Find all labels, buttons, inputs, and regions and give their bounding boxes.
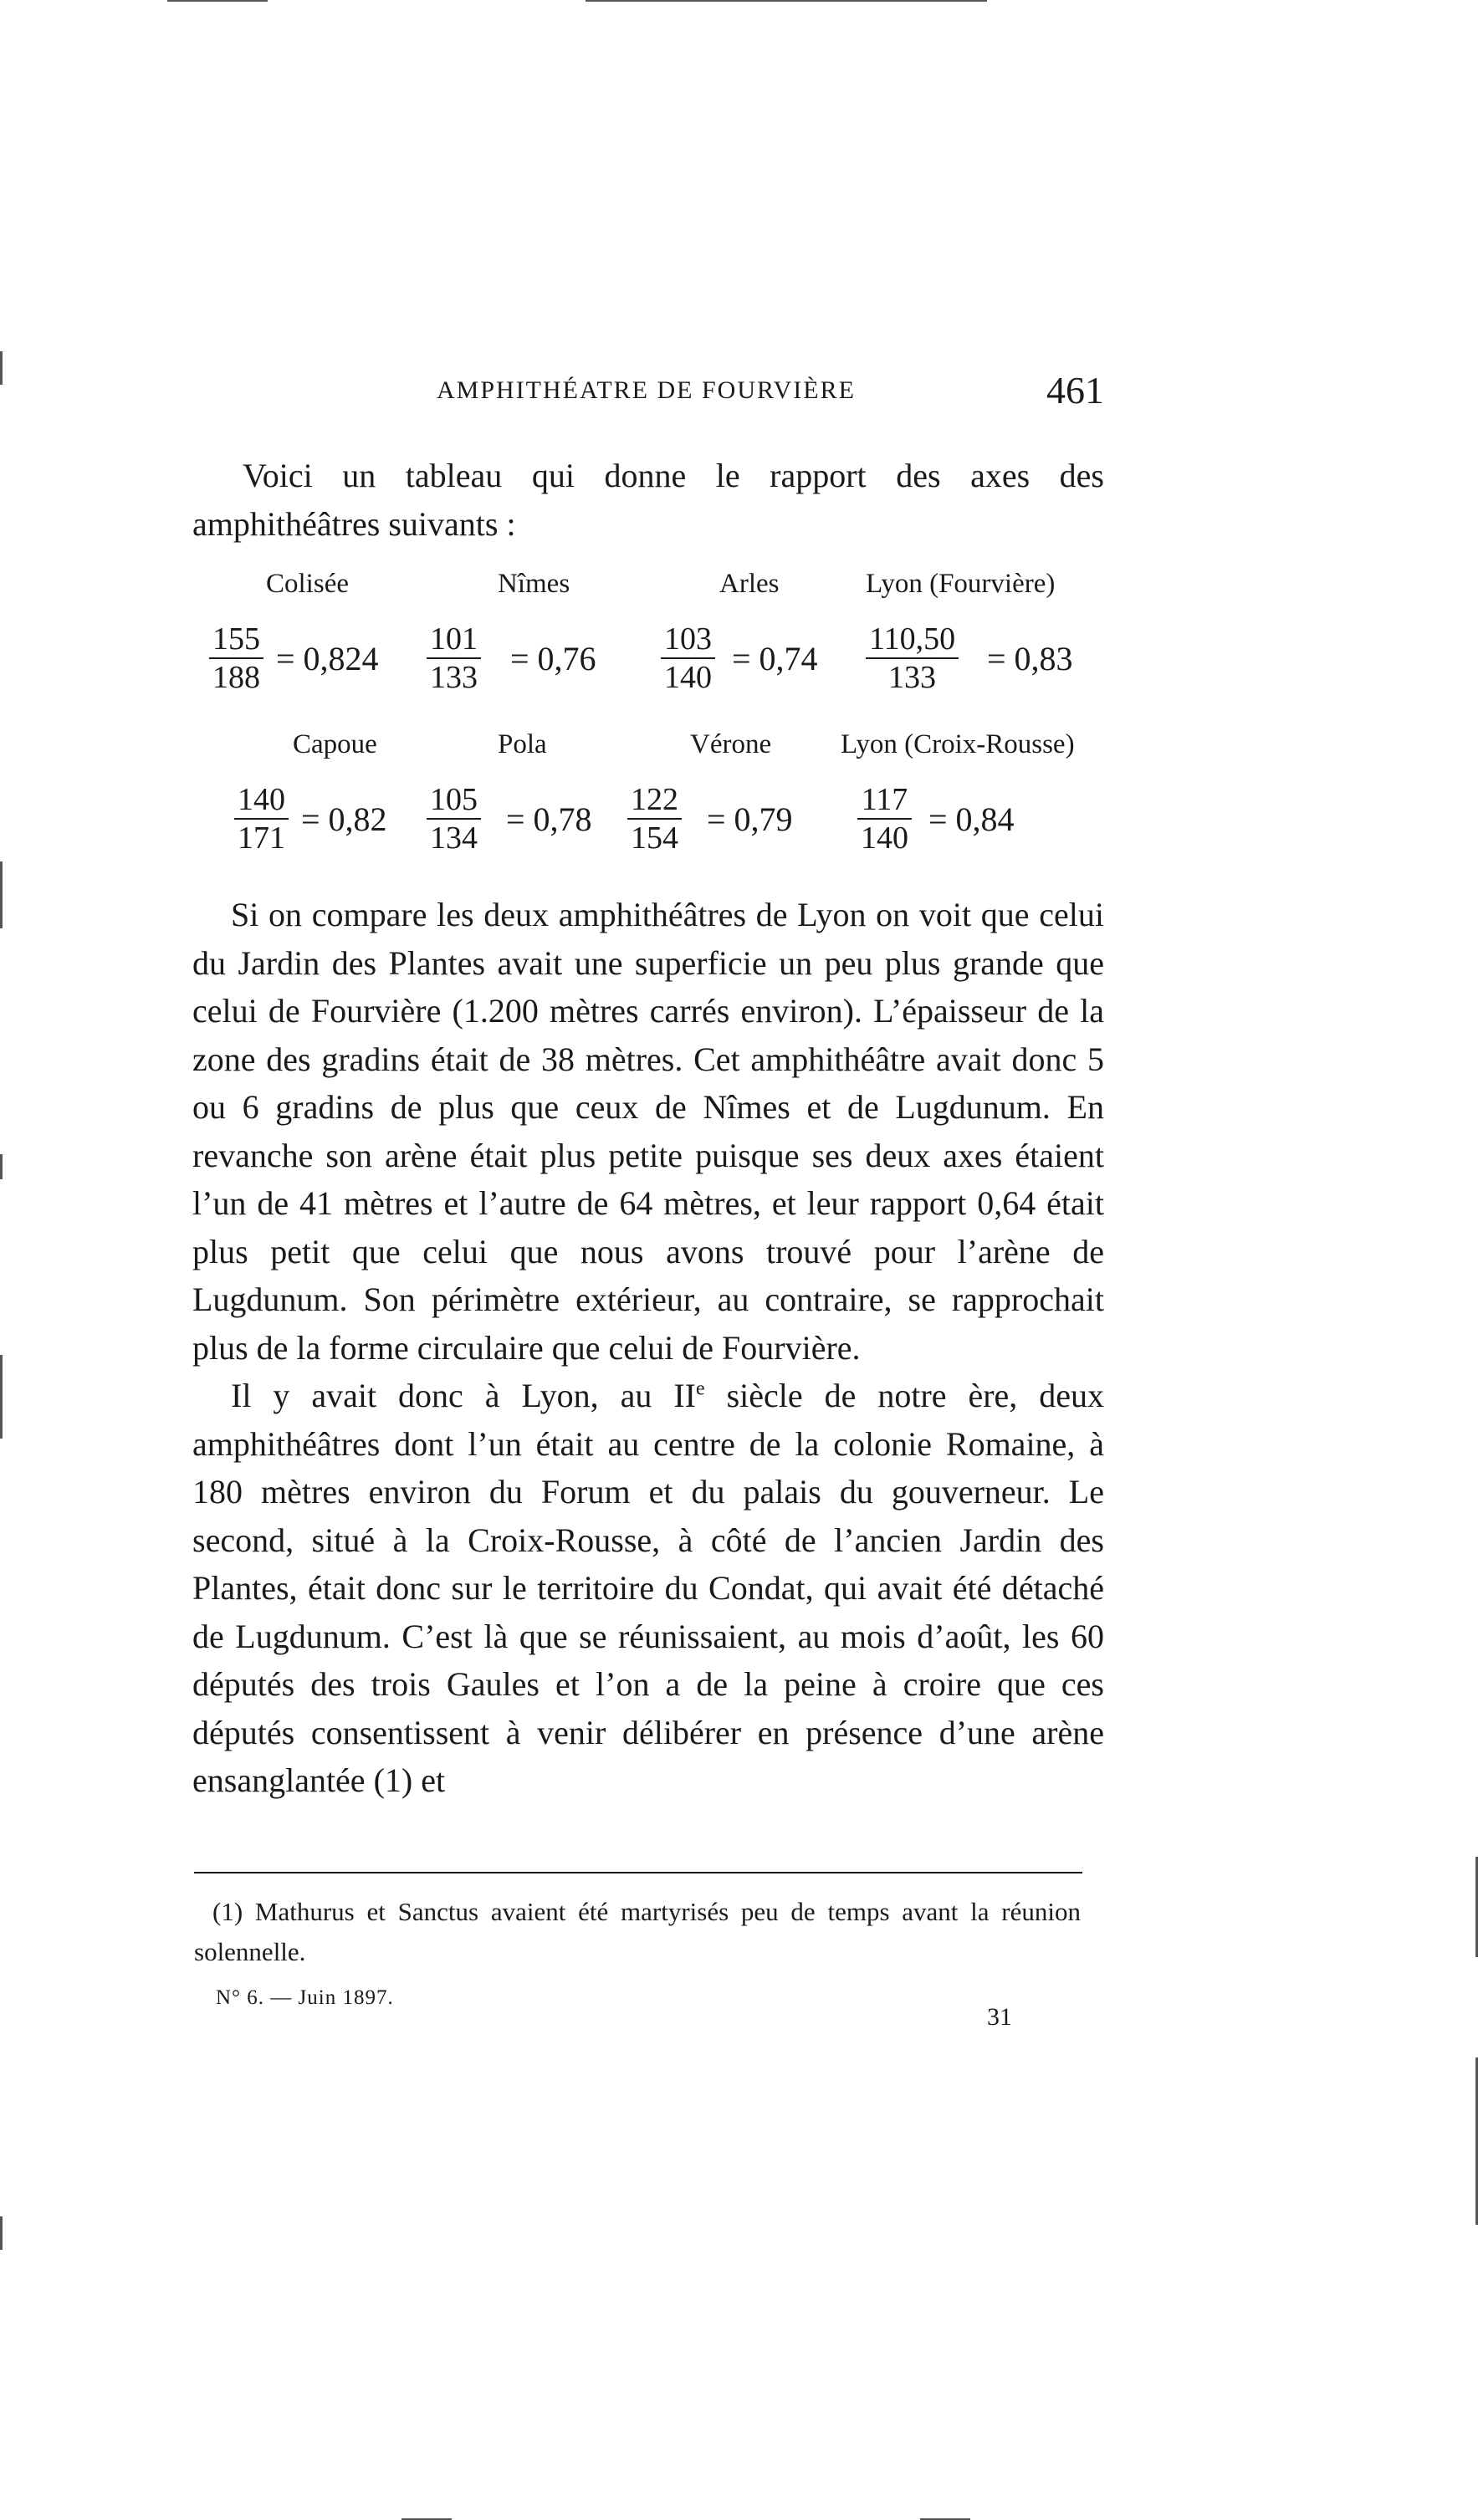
ratio-value: = 0,79 bbox=[707, 800, 793, 838]
fraction-numerator: 122 bbox=[627, 781, 682, 820]
ratio-name: Arles bbox=[719, 569, 780, 599]
ratio-fraction bbox=[661, 621, 715, 696]
ratio-cell-lyon-fourviere bbox=[866, 569, 1133, 736]
fraction-numerator: 105 bbox=[427, 781, 481, 820]
fraction-denominator: 140 bbox=[861, 820, 908, 856]
ratio-name: Vérone bbox=[690, 729, 772, 759]
ratio-value: = 0,83 bbox=[987, 640, 1073, 677]
fraction-numerator: 117 bbox=[857, 781, 912, 820]
century-numeral: II bbox=[673, 1377, 696, 1414]
ratio-value: = 0,824 bbox=[276, 640, 379, 677]
running-title: AMPHITHÉATRE DE FOURVIÈRE bbox=[437, 376, 856, 404]
ratio-value: = 0,76 bbox=[510, 640, 596, 677]
fraction-numerator: 140 bbox=[234, 781, 289, 820]
ratio-fraction bbox=[627, 781, 682, 856]
page-header bbox=[192, 368, 1104, 418]
ratio-value: = 0,74 bbox=[732, 640, 818, 677]
ratio-value: = 0,82 bbox=[301, 800, 387, 838]
fraction-denominator: 188 bbox=[212, 660, 260, 695]
paragraph-two-amphitheatres bbox=[192, 1372, 1104, 1805]
ratio-name: Lyon (Croix-Rousse) bbox=[841, 729, 1075, 759]
ratio-cell-lyon-croix-rousse bbox=[841, 729, 1108, 897]
fraction-denominator: 154 bbox=[631, 820, 678, 856]
ratio-table-row-2 bbox=[201, 729, 1112, 897]
issue-info: N° 6. — Juin 1897. bbox=[216, 1986, 394, 2009]
ratio-fraction bbox=[427, 621, 481, 696]
signature-number: 31 bbox=[987, 2003, 1012, 2031]
intro-paragraph: Voici un tableau qui donne le rapport des axes des amphithéâtres suivants : bbox=[192, 457, 1104, 543]
ratio-table-row-1 bbox=[201, 569, 1112, 736]
ratio-name: Lyon (Fourvière) bbox=[866, 569, 1056, 599]
paragraph-lyon-comparison: Si on compare les deux amphithéâtres de Lyon on voit que celui du Jardin des Plantes avait une superficie un peu plus grande que celui de Fourvière (1.200 mètres carrés environ). L’épaisseur de la zone des gradins était de 38 mètres. Cet amphithéâtre avait donc 5 ou 6 gradins de plus que ceux de Nîmes et de Lugdunum. En revanche son arène était plus petite puisque ses deux axes étaient l’un de 41 mètres et l’autre de 64 mètres, et leur rapport 0,64 était plus petit que celui que nous avons trouvé pour l’arène de Lugdunum. Son périmètre extérieur, au contraire, se rapprochait plus de la forme circulaire que celui de Fourvière. bbox=[192, 896, 1104, 1367]
fraction-denominator: 134 bbox=[430, 820, 478, 856]
fraction-numerator: 110,50 bbox=[866, 621, 959, 659]
ratio-name: Capoue bbox=[293, 729, 377, 759]
ratio-fraction bbox=[866, 621, 959, 696]
fraction-denominator: 133 bbox=[430, 660, 478, 695]
ratio-name: Pola bbox=[498, 729, 547, 759]
ratio-fraction bbox=[427, 781, 481, 856]
fraction-numerator: 101 bbox=[427, 621, 481, 659]
ratio-fraction bbox=[209, 621, 263, 696]
century-suffix: e bbox=[696, 1378, 705, 1400]
ratio-fraction bbox=[234, 781, 289, 856]
ratio-value: = 0,78 bbox=[506, 800, 592, 838]
body-text bbox=[192, 891, 1104, 1805]
fraction-denominator: 140 bbox=[664, 660, 712, 695]
ratio-value: = 0,84 bbox=[928, 800, 1015, 838]
page-number: 461 bbox=[1046, 369, 1104, 411]
ratio-name: Nîmes bbox=[498, 569, 570, 599]
paragraph-text-before: Il y avait donc à Lyon, au bbox=[231, 1377, 674, 1414]
ratio-name: Colisée bbox=[266, 569, 349, 599]
footnote: (1) Mathurus et Sanctus avaient été martyrisés peu de temps avant la réunion solennelle. bbox=[194, 1897, 1081, 1966]
fraction-numerator: 103 bbox=[661, 621, 715, 659]
footnote-divider bbox=[194, 1872, 1082, 1873]
fraction-denominator: 133 bbox=[888, 660, 937, 695]
fraction-numerator: 155 bbox=[209, 621, 263, 659]
fraction-denominator: 171 bbox=[238, 820, 285, 856]
ratio-fraction bbox=[857, 781, 912, 856]
paragraph-text-after: siècle de notre ère, deux amphithéâtres dont l’un était au centre de la colonie Romaine, à 180 mètres environ du Forum et du palais du gouverneur. Le second, situé à la Croix-Rousse, à côté de l’ancien Jardin des Plantes, était donc sur le territoire du Condat, qui avait été détaché de Lugdunum. C’est là que se réunissaient, au mois d’août, les 60 députés des trois Gaules et l’on a de la peine à croire que ces députés consentissent à venir délibérer en présence d’une arène ensanglantée (1) et bbox=[192, 1377, 1105, 1799]
